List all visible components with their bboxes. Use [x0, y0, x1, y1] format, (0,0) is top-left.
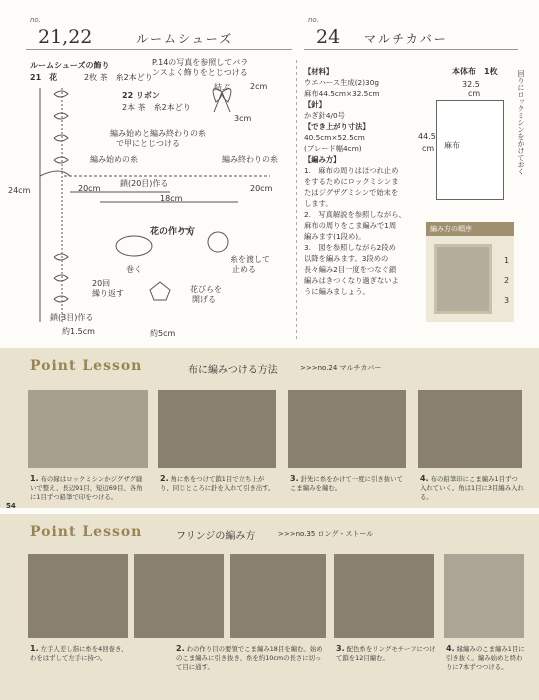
header-right: [304, 16, 518, 50]
chain-20-label: 鎖(20目)作る: [120, 179, 169, 188]
no-label: no.: [30, 16, 41, 24]
lesson-2-subtitle: フリンジの編み方: [176, 531, 256, 542]
knitting-order-image: [434, 244, 492, 314]
method-line: をするためにロックミシンま: [304, 177, 399, 186]
page-number: 54: [6, 502, 16, 510]
lesson-2-ref: >>>no.35 ロング・ストール: [278, 530, 374, 538]
method-line: 1. 麻布の周りはほつれ止め: [304, 166, 399, 175]
lesson-2-photo-2a: [134, 554, 224, 638]
ribbon-length: 3cm: [234, 114, 252, 123]
shoes-diagram: [0, 52, 296, 342]
method-line: 2. 写真解説を参照しながら、: [304, 210, 406, 219]
lesson-1-bar: [0, 358, 539, 376]
method-line: 麻布の周りをこま編みで1周: [304, 221, 397, 230]
method-title: 【編み方】: [304, 155, 341, 164]
open-step-2: 開げる: [192, 295, 216, 304]
method-line: 編みはきつくなり過ぎないよ: [304, 276, 399, 285]
ribbon-note: 編み始めと編み終わりの糸: [110, 129, 206, 138]
cloth-width: 32.5: [462, 80, 480, 89]
cloth-height-unit: cm: [422, 144, 435, 153]
ribbon-note-2: で甲にとじつける: [116, 139, 180, 148]
sew-step-2: 止める: [232, 265, 256, 274]
lesson-2-photo-1: [28, 554, 128, 638]
method-line: 3. 図を参照しながら2段め: [304, 243, 396, 252]
lesson-1-caption-1: 1. 布の縁はロックミシンかジグザグ縫いで整え、長辺91目、短辺69目、各角に1目ずつ鉛筆で印をつける。: [30, 474, 143, 501]
start-yarn-label: 編み始めの糸: [90, 155, 138, 164]
open-step: 花びらを: [190, 285, 222, 294]
lesson-2-bar: [0, 524, 539, 542]
layout-note: P.14の写真を参照してバランスよく飾りをとじつける: [152, 58, 249, 77]
method-line: うに編みましょう。: [304, 287, 370, 296]
sew-step: 糸を渡して: [230, 255, 270, 264]
cloth-height: 44.5: [418, 132, 436, 141]
wind-step: 巻く: [126, 265, 142, 274]
method-line: 編みます(1段め)。: [304, 232, 366, 241]
body-cloth-label: 本体布 1枚: [452, 67, 498, 76]
lesson-1-caption-4: 4. 布の鉛筆印にこま編み1目ずつ入れていく。角は1目に3目編み入れる。: [420, 474, 524, 501]
length-20cm-right: 20cm: [250, 184, 273, 193]
order-number: 3: [504, 296, 510, 305]
length-18cm: 18cm: [160, 194, 183, 203]
length-24cm: 24cm: [8, 186, 31, 195]
length-1-5cm: 約1.5cm: [62, 327, 95, 336]
lesson-1-caption-2: 2. 角に糸をつけて鎖1目で立ち上がり、同じところに針を入れて引き出す。: [160, 474, 275, 492]
knitting-order-box: [426, 222, 514, 322]
size-value: (ブレード幅4cm): [304, 144, 362, 153]
size-title: 【でき上がり寸法】: [304, 122, 370, 131]
serging-note: 回りにロックミシンをかけておく: [517, 70, 525, 175]
needle-title: 【針】: [304, 100, 326, 109]
no-label: no.: [308, 16, 319, 24]
lesson-1-caption-3: 3. 針先に糸をかけて一度に引き抜いてこま編みを編む。: [290, 474, 403, 492]
knitting-order-title: 編み方の順序: [426, 222, 514, 236]
cloth-name: 麻布: [444, 141, 460, 150]
length-5cm: 約5cm: [150, 329, 176, 338]
material-item: 麻布44.5cm×32.5cm: [304, 89, 380, 98]
material-item: ウエハース生成(2)30g: [304, 78, 379, 87]
materials-title: 【材料】: [304, 67, 334, 76]
cover-instructions: [304, 66, 426, 297]
pattern-number: 21,22: [38, 26, 93, 48]
lesson-1-photo-3: [288, 390, 406, 468]
order-number: 1: [504, 256, 510, 265]
cloth-width-unit: cm: [468, 89, 481, 98]
header-left: [26, 16, 292, 50]
repeat-20: 20回: [92, 279, 111, 288]
length-20cm-left: 20cm: [78, 184, 101, 193]
lesson-2-caption-1: 1. 左手人差し指に糸を4回巻き、わをはずして左手に持つ。: [30, 644, 128, 662]
knot-label: 結ぶ: [214, 83, 230, 92]
method-line: します。: [304, 199, 333, 208]
lesson-2-label: Point Lesson: [30, 524, 143, 540]
lesson-1-ref: >>>no.24 マルチカバー: [300, 364, 382, 372]
method-line: たはジグザグミシンで始末を: [304, 188, 399, 197]
lesson-2-photo-3: [334, 554, 434, 638]
knot-length: 2cm: [250, 82, 268, 91]
repeat-20-b: 繰り返す: [92, 289, 124, 298]
method-line: 以降を編みます。3段めの: [304, 254, 389, 263]
flower-howto-title: 花の作り方: [150, 227, 196, 237]
lesson-1-label: Point Lesson: [30, 358, 143, 374]
pattern-title: ルームシューズ: [136, 32, 234, 46]
pattern-title: マルチカバー: [364, 32, 448, 46]
lesson-2-caption-2: 2. わの作り目の要領でこま編み18目を編む。始めのこま編みに引き抜き、糸を約10cmの長さに切って目に通す。: [176, 644, 323, 671]
ribbon-label: 22 リボン: [122, 91, 160, 100]
ribbon-yarn: 2本 茶 糸2本どり: [122, 103, 191, 112]
shoes-section-title: ルームシューズの飾り: [30, 61, 110, 70]
pattern-number: 24: [316, 26, 341, 48]
lesson-1-photo-4: [418, 390, 522, 468]
method-line: 長々編み2目一度をつなぐ鎖: [304, 265, 397, 274]
end-yarn-label: 編み終わりの糸: [222, 155, 278, 164]
lesson-2-photo-2b: [230, 554, 326, 638]
lesson-2-caption-4: 4. 縁編みのこま編み1目に引き抜く。編み始めと終わりに7本ずつつける。: [446, 644, 525, 671]
order-number: 2: [504, 276, 510, 285]
flower-label: 21 花: [30, 73, 58, 82]
flower-yarn: 2枚 茶 糸2本どり: [84, 73, 153, 82]
lesson-1-photo-2: [158, 390, 276, 468]
size-value: 40.5cm×52.5cm: [304, 133, 365, 142]
point-lesson-1: [0, 348, 539, 508]
lesson-2-caption-3: 3. 配色糸をリングモチーフにつけて鎖を12目編む。: [336, 644, 436, 662]
needle-value: かぎ針4/0号: [304, 111, 345, 120]
lesson-2-photo-4: [444, 554, 524, 638]
chain-3-label: 鎖(3目)作る: [50, 313, 94, 322]
lesson-1-photo-1: [28, 390, 148, 468]
point-lesson-2: [0, 514, 539, 700]
lesson-1-subtitle: 布に編みつける方法: [188, 365, 278, 376]
column-divider: [296, 60, 297, 340]
